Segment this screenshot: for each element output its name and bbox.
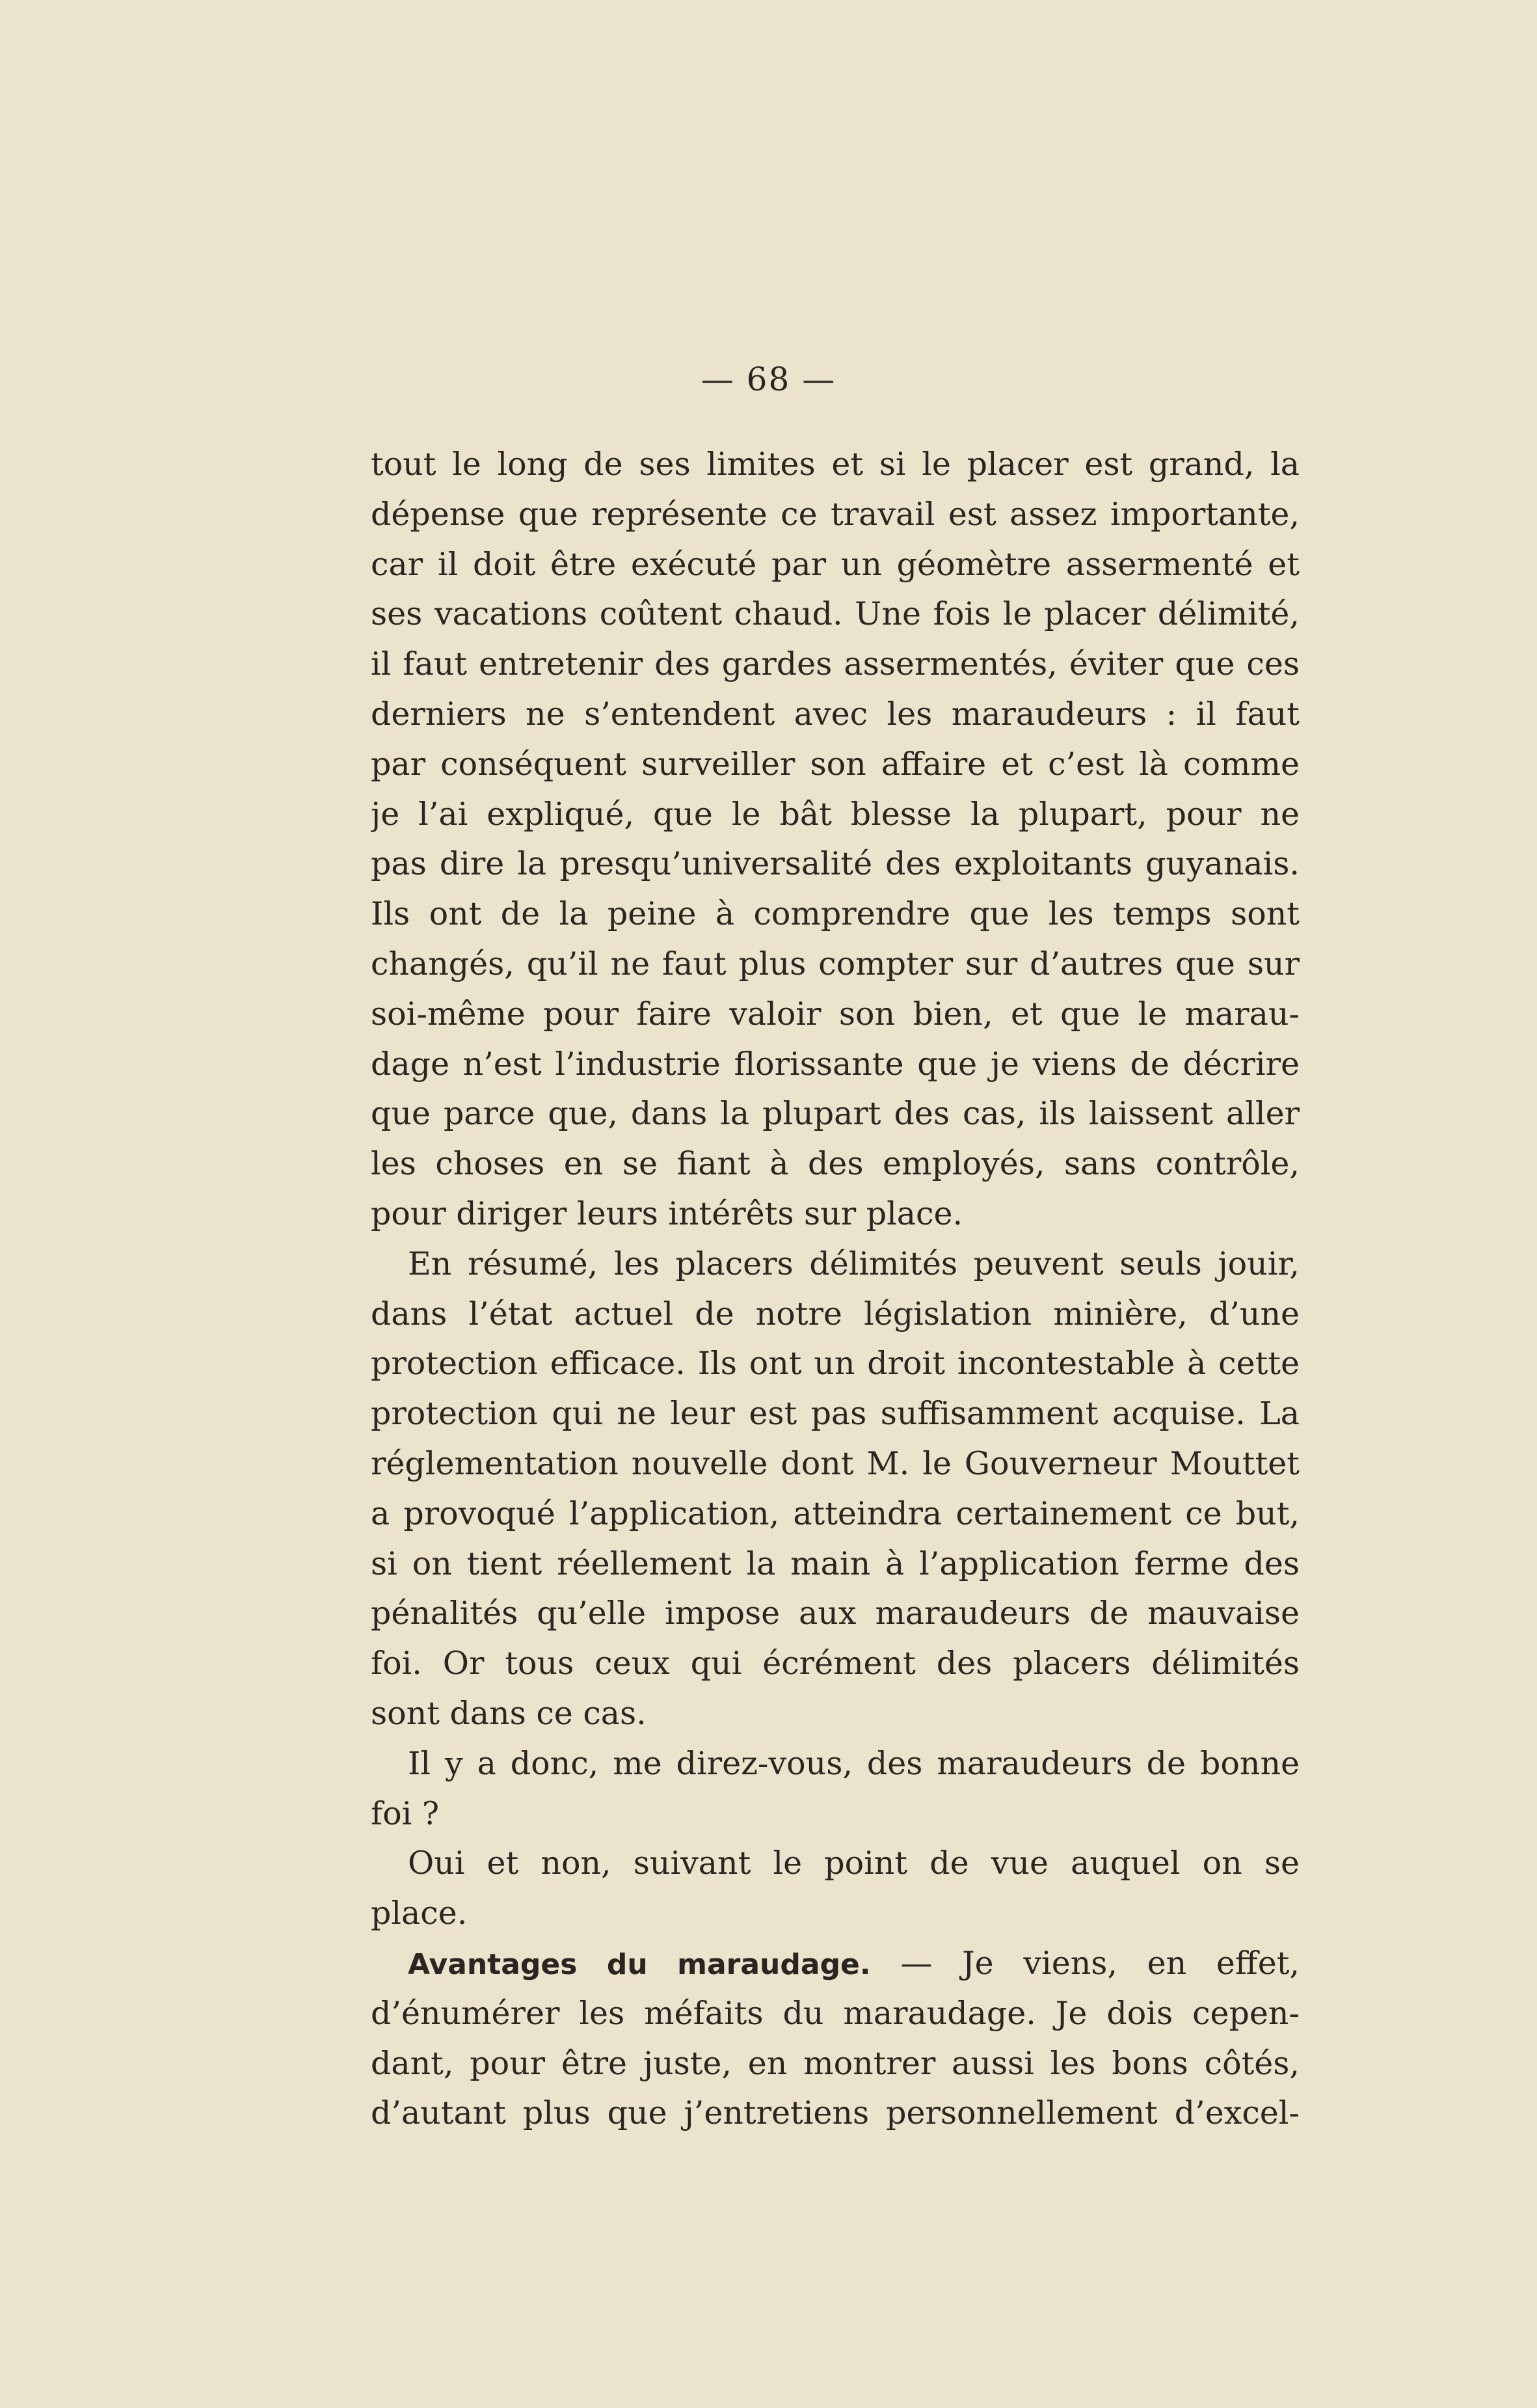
text-line: protection efficace. Ils ont un droit incontestable à cette: [371, 1345, 1300, 1383]
text-line: ses vacations coûtent chaud. Une fois le placer délimité,: [371, 595, 1300, 633]
text-line: Il y a donc, me direz-vous, des maraudeurs de bonne: [408, 1744, 1300, 1782]
text-line: soi-même pour faire valoir son bien, et que le marau-: [371, 995, 1300, 1033]
text-line: je l’ai expliqué, que le bât blesse la plupart, pour ne: [371, 795, 1300, 833]
text-line: protection qui ne leur est pas suffisamment acquise. La: [371, 1395, 1300, 1433]
text-fragment: — Je viens, en effet,: [900, 1944, 1300, 1982]
text-line: Ils ont de la peine à comprendre que les temps sont: [371, 895, 1300, 933]
text-line: foi ?: [371, 1794, 440, 1832]
text-line: dépense que représente ce travail est assez importante,: [371, 495, 1300, 533]
text-line: changés, qu’il ne faut plus compter sur d’autres que sur: [371, 945, 1300, 982]
text-line: réglementation nouvelle dont M. le Gouverneur Mouttet: [371, 1444, 1300, 1482]
text-line: d’autant plus que j’entretiens personnellement d’excel-: [371, 2094, 1300, 2132]
text-line: dans l’état actuel de notre législation minière, d’une: [371, 1295, 1300, 1333]
text-line: dage n’est l’industrie florissante que je viens de décrire: [371, 1045, 1300, 1083]
text-line: foi. Or tous ceux qui écrément des placers délimités: [371, 1645, 1300, 1683]
text-line: tout le long de ses limites et si le placer est grand, la: [371, 446, 1300, 483]
text-line: dant, pour être juste, en montrer aussi les bons côtés,: [371, 2044, 1300, 2082]
text-line: sont dans ce cas.: [371, 1694, 647, 1732]
body-text: [371, 440, 1300, 2139]
text-line: que parce que, dans la plupart des cas, ils laissent aller: [371, 1095, 1300, 1133]
text-line: a provoqué l’application, atteindra certainement ce but,: [371, 1495, 1300, 1532]
text-line: pénalités qu’elle impose aux maraudeurs de mauvaise: [371, 1595, 1300, 1632]
text-line: pas dire la presqu’universalité des exploitants guyanais.: [371, 845, 1300, 883]
text-line: d’énumérer les méfaits du maraudage. Je dois cepen-: [371, 1994, 1300, 2032]
text-line: car il doit être exécuté par un géomètre assermenté et: [371, 545, 1300, 583]
text-line: si on tient réellement la main à l’application ferme des: [371, 1545, 1300, 1582]
section-heading-line: [371, 1939, 1300, 1989]
text-line: pour diriger leurs intérêts sur place.: [371, 1195, 963, 1232]
text-line: les choses en se fiant à des employés, sans contrôle,: [371, 1145, 1300, 1183]
section-heading: Avantages du maraudage.: [408, 1947, 871, 1981]
text-line: En résumé, les placers délimités peuvent seuls jouir,: [408, 1245, 1300, 1282]
text-line: derniers ne s’entendent avec les maraudeurs : il faut: [371, 695, 1300, 733]
text-line: par conséquent surveiller son affaire et c’est là comme: [371, 745, 1300, 783]
text-line: place.: [371, 1895, 468, 1932]
page-number: — 68 —: [701, 360, 836, 398]
text-line: Oui et non, suivant le point de vue auquel on se: [408, 1845, 1300, 1882]
text-line: il faut entretenir des gardes assermentés, éviter que ces: [371, 645, 1300, 683]
